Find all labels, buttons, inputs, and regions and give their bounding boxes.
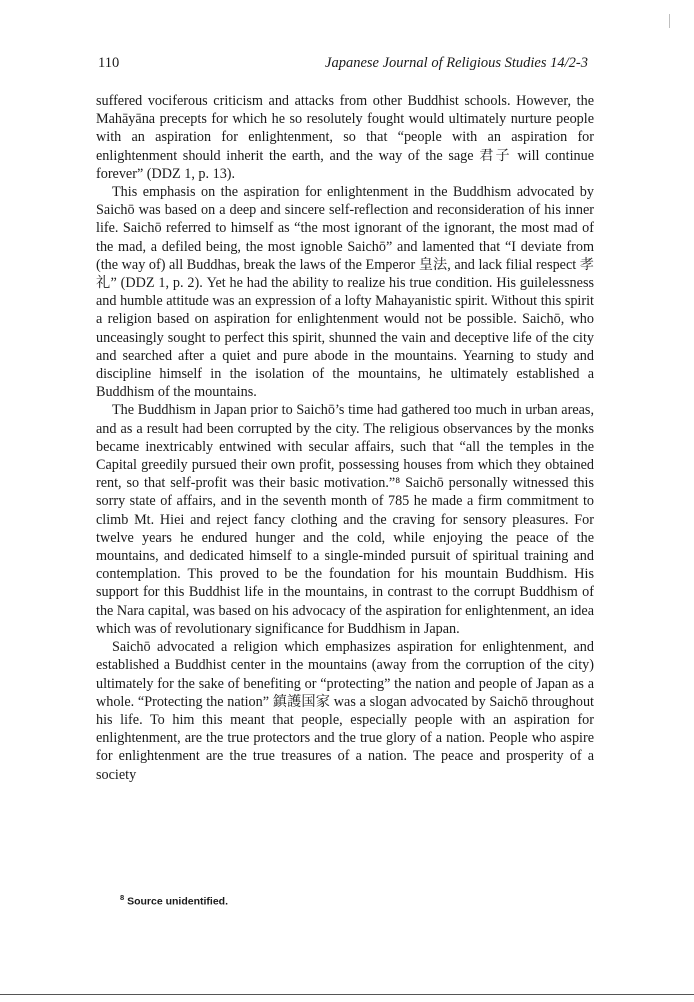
body-text	[96, 92, 594, 784]
page-number: 110	[98, 55, 120, 71]
footnote-text: Source unidentified.	[124, 895, 229, 908]
bottom-rule	[0, 994, 694, 995]
paragraph-4: Saichō advocated a religion which emphasizes aspiration for enlightenment, and established a Buddhist center in the mountains (away from the corruption of the city) ultimately for the sake of benefiting or “protecting” the nation and people of Japan as a whole. “Protecting the nation” 鎮護国家 was a slogan advocated by Saichō throughout his life. To him this meant that people, especially people with an aspiration for enlightenment, are the true protectors and the true glory of a nation. People who aspire for enlightenment are the true treasures of a nation. The peace and prosperity of a society	[96, 639, 594, 783]
footnote-marker: 8	[120, 893, 125, 902]
paragraph-2: This emphasis on the aspiration for enlightenment in the Buddhism advocated by Saichō was based on a deep and sincere self-reflection and reconsideration of his inner life. Saichō referred to himself as “the most ignorant of the ignorant, the most mad of the mad, a defiled being, the most ignoble Saichō” and lamented that “I deviate from (the way of) all Buddhas, break the laws of the Emperor 皇法, and lack filial respect 孝礼” (DDZ 1, p. 2). Yet he had the ability to realize his true condition. His guilelessness and humble attitude was an expression of a lofty Mahayanistic spirit. Without this spirit a religion based on aspiration for enlightenment would not be possible. Saichō, who unceasingly sought to perfect this spirit, shunned the vain and deceptive life of the city and searched after a quiet and pure abode in the mountains. Yearning to study and discipline himself in the isolation of the mountains, he ultimately established a Buddhism of the mountains.	[96, 184, 594, 401]
paragraph-1: suffered vociferous criticism and attacks from other Buddhist schools. However, the Mahāyāna precepts for which he so resolutely fought would ultimately nurture people with an aspiration for enlightenment, so that “people with an aspiration for enlightenment should inherit the earth, and the way of the sage 君子 will continue forever” (DDZ 1, p. 13).	[96, 93, 594, 182]
paragraph-3: The Buddhism in Japan prior to Saichō’s time had gathered too much in urban areas, and as a result had been corrupted by the city. The religious observances by the monks became inextricably entwined with secular affairs, such that “all the temples in the Capital greedily pursued their own profit, possessing houses from which they obtained rent, so that self-profit was their basic motivation.”⁸ Saichō personally witnessed this sorry state of affairs, and in the seventh month of 785 he made a firm commitment to climb Mt. Hiei and reject fancy clothing and the craving for sensory pleasures. For twelve years he endured hunger and the cold, while enjoying the peace of the mountains, and dedicated himself to a single-minded pursuit of spiritual training and contemplation. This proved to be the foundation for his mountain Buddhism. His support for this Buddhist life in the mountains, in contrast to the corrupt Buddhism of the Nara capital, was based on his advocacy of the aspiration for enlightenment, an idea which was of revolutionary significance for Buddhism in Japan.	[96, 402, 594, 637]
running-head: Japanese Journal of Religious Studies 14/2-3	[325, 55, 588, 71]
scan-corner-mark	[669, 14, 670, 28]
footnote	[120, 893, 228, 908]
